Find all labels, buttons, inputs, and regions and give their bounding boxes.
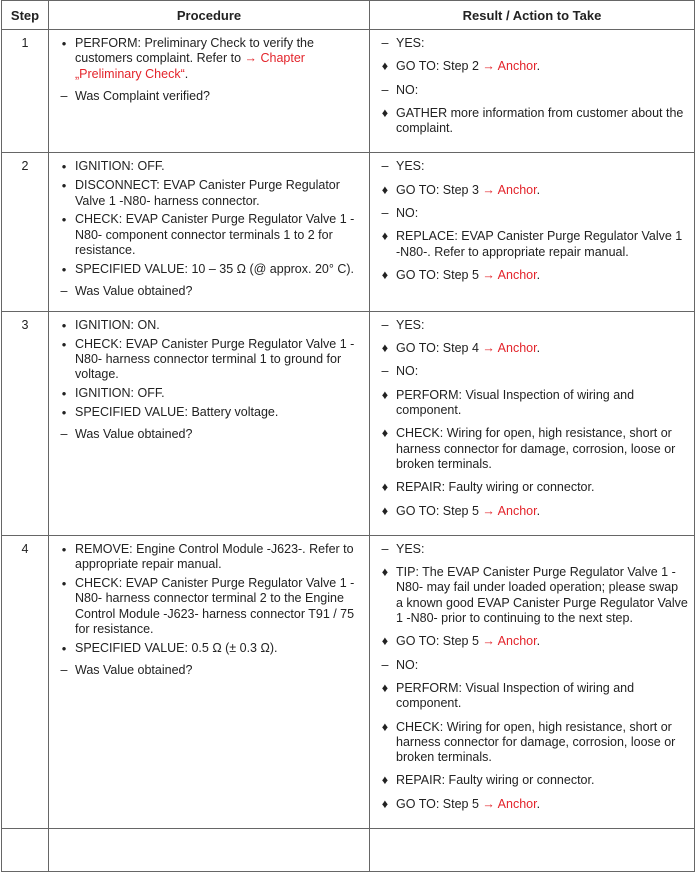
bullet-marker-icon: • [61,640,67,656]
procedure-item [53,427,363,442]
result-item [374,565,688,626]
dash-marker-icon: – [381,541,389,556]
anchor-link[interactable]: → Anchor [482,182,537,197]
bullet-marker-icon: • [61,336,67,352]
diamond-marker-icon: ♦ [381,387,389,402]
dash-marker-icon: – [60,88,68,103]
anchor-link[interactable]: → Anchor [482,59,537,74]
result-item [374,183,688,198]
bullet-marker-icon: • [61,159,67,175]
text-segment: REPAIR: Faulty wiring or connector. [396,480,595,495]
text-segment: CHECK: Wiring for open, high resistance, short or harness connector for damage, corrosion, loose or broken terminals. [396,719,676,765]
text-segment: CHECK: EVAP Canister Purge Regulator Valve 1 -N80- component connector terminals 1 to 2 for resistance. [75,212,355,257]
item-text [396,797,688,812]
text-segment: YES: [396,541,425,556]
dash-marker-icon: – [60,284,68,299]
text-segment: NO: [396,364,419,379]
header-result: Result / Action to Take [370,1,695,30]
item-text [396,565,688,626]
item-text [396,341,688,356]
item-text [75,89,363,104]
header-step: Step [2,1,49,30]
diamond-marker-icon: ♦ [381,565,389,580]
text-segment: TIP: The EVAP Canister Purge Regulator Valve 1 -N80- may fail under loaded operation; please swap a known good EVAP Canister Purge Regulator Valve 1 -N80- prior to continuing to the next step. [396,565,688,626]
header-row [2,1,695,30]
empty-cell [370,828,695,871]
item-text [396,106,688,137]
table-row-partial [2,828,695,871]
item-text [75,576,363,637]
bullet-marker-icon: • [61,178,67,194]
bullet-marker-icon: • [61,317,67,333]
diamond-marker-icon: ♦ [381,182,389,197]
text-segment: GATHER more information from customer about the complaint. [396,105,684,136]
text-segment: GO TO: Step 5 [396,796,483,811]
anchor-link[interactable]: → Anchor [482,267,537,282]
result-item [374,426,688,472]
result-item [374,773,688,788]
text-segment: NO: [396,206,419,221]
step-number: 4 [2,535,49,828]
result-cell [370,535,695,828]
text-segment: IGNITION: ON. [75,317,160,332]
empty-cell [2,828,49,871]
text-segment: YES: [396,36,425,50]
item-text [396,480,688,495]
diamond-marker-icon: ♦ [381,634,389,649]
result-cell [370,153,695,311]
diamond-marker-icon: ♦ [381,796,389,811]
item-text [75,159,363,174]
procedure-item [53,405,363,420]
anchor-link[interactable]: → Anchor [482,341,537,356]
empty-cell [49,828,370,871]
diamond-marker-icon: ♦ [381,503,389,518]
diamond-marker-icon: ♦ [381,719,389,734]
text-segment: Was Value obtained? [75,284,193,299]
procedure-table [1,0,695,872]
text-segment: CHECK: EVAP Canister Purge Regulator Valve 1 -N80- harness connector terminal 2 to the Engine Control Module -J623- harness connector T91 / 75 for resistance. [75,575,355,636]
text-segment: Was Value obtained? [75,662,193,677]
result-item [374,59,688,74]
dash-marker-icon: – [381,317,389,332]
bullet-marker-icon: • [61,212,67,228]
bullet-marker-icon: • [61,36,67,51]
item-text [396,542,688,557]
procedure-item [53,576,363,637]
text-segment: SPECIFIED VALUE: 0.5 Ω (± 0.3 Ω). [75,640,278,655]
text-segment: REMOVE: Engine Control Module -J623-. Refer to appropriate repair manual. [75,541,354,572]
procedure-cell [49,535,370,828]
text-segment: IGNITION: OFF. [75,159,165,174]
bullet-marker-icon: • [61,575,67,591]
result-item [374,658,688,673]
item-text [75,36,363,82]
bullet-marker-icon: • [61,261,67,277]
text-segment: . [536,182,541,197]
result-item [374,206,688,221]
text-segment: GO TO: Step 5 [396,503,483,518]
result-item [374,341,688,356]
procedure-item [53,542,363,573]
text-segment: Was Value obtained? [75,427,193,442]
item-text [396,229,688,260]
item-text [396,83,688,98]
item-text [75,337,363,383]
procedure-item [53,641,363,656]
procedure-item [53,337,363,383]
text-segment: NO: [396,657,419,672]
header-procedure: Procedure [49,1,370,30]
dash-marker-icon: – [381,657,389,672]
item-text [396,504,688,519]
text-segment: GO TO: Step 2 [396,59,483,74]
item-text [396,318,688,333]
result-item [374,36,688,51]
diamond-marker-icon: ♦ [381,480,389,495]
bullet-marker-icon: • [61,541,67,557]
result-item [374,504,688,519]
text-segment: IGNITION: OFF. [75,386,165,401]
result-item [374,268,688,283]
item-text [396,720,688,766]
item-text [396,183,688,198]
item-text [396,59,688,74]
item-text [396,364,688,379]
dash-marker-icon: – [60,662,68,677]
text-segment: GO TO: Step 3 [396,182,483,197]
procedure-item [53,159,363,174]
anchor-link[interactable]: → Chapter „Preliminary Check“ [75,51,305,81]
text-segment: . [536,267,541,282]
result-item [374,364,688,379]
item-text [75,262,363,277]
procedure-item [53,178,363,209]
procedure-item [53,386,363,401]
item-text [396,268,688,283]
text-segment: . [536,796,541,811]
procedure-item [53,89,363,104]
text-segment: SPECIFIED VALUE: 10 – 35 Ω (@ approx. 20° C). [75,261,354,276]
item-text [396,658,688,673]
text-segment: REPAIR: Faulty wiring or connector. [396,773,595,788]
anchor-link[interactable]: → Anchor [482,634,537,649]
item-text [396,159,688,174]
diamond-marker-icon: ♦ [381,267,389,282]
table-row [2,30,695,153]
text-segment: CHECK: EVAP Canister Purge Regulator Valve 1 -N80- harness connector terminal 1 to ground for voltage. [75,336,355,382]
text-segment: NO: [396,82,419,97]
diamond-marker-icon: ♦ [381,680,389,695]
text-segment: Was Complaint verified? [75,88,211,103]
procedure-item [53,36,363,82]
table-row [2,535,695,828]
text-segment: SPECIFIED VALUE: Battery voltage. [75,404,279,419]
item-text [396,36,688,51]
item-text [75,212,363,258]
step-number: 3 [2,311,49,535]
item-text [396,426,688,472]
dash-marker-icon: – [381,159,389,174]
text-segment: . [536,634,541,649]
result-item [374,83,688,98]
text-segment: GO TO: Step 5 [396,267,483,282]
procedure-item [53,212,363,258]
item-text [75,641,363,656]
item-text [396,388,688,419]
bullet-marker-icon: • [61,386,67,402]
diamond-marker-icon: ♦ [381,773,389,788]
text-segment: . [536,503,541,518]
item-text [396,206,688,221]
item-text [75,427,363,442]
result-item [374,318,688,333]
result-cell [370,30,695,153]
text-segment: . [536,341,541,356]
dash-marker-icon: – [381,82,389,97]
result-item [374,106,688,137]
procedure-item [53,262,363,277]
dash-marker-icon: – [60,427,68,442]
result-item [374,542,688,557]
anchor-link[interactable]: → Anchor [482,796,537,811]
diamond-marker-icon: ♦ [381,105,389,120]
step-number: 2 [2,153,49,311]
table-body [2,30,695,872]
dash-marker-icon: – [381,364,389,379]
item-text [75,318,363,333]
result-item [374,229,688,260]
text-segment: PERFORM: Visual Inspection of wiring and component. [396,680,635,711]
diamond-marker-icon: ♦ [381,229,389,244]
anchor-link[interactable]: → Anchor [482,503,537,518]
item-text [396,773,688,788]
text-segment: PERFORM: Visual Inspection of wiring and component. [396,387,635,418]
text-segment: DISCONNECT: EVAP Canister Purge Regulator Valve 1 -N80- harness connector. [75,178,340,208]
item-text [396,634,688,649]
result-item [374,634,688,649]
item-text [75,284,363,299]
procedure-item [53,663,363,678]
result-item [374,159,688,174]
bullet-marker-icon: • [61,404,67,420]
item-text [75,178,363,209]
procedure-cell [49,311,370,535]
result-item [374,681,688,712]
dash-marker-icon: – [381,36,389,50]
text-segment: GO TO: Step 4 [396,341,483,356]
text-segment: REPLACE: EVAP Canister Purge Regulator Valve 1 -N80-. Refer to appropriate repair manual. [396,229,683,259]
text-segment: . [184,66,189,81]
diamond-marker-icon: ♦ [381,341,389,356]
procedure-item [53,284,363,299]
diamond-marker-icon: ♦ [381,59,389,74]
step-number: 1 [2,30,49,153]
text-segment: YES: [396,317,425,332]
procedure-item [53,318,363,333]
dash-marker-icon: – [381,206,389,221]
result-cell [370,311,695,535]
item-text [396,681,688,712]
text-segment: YES: [396,159,425,174]
result-item [374,388,688,419]
item-text [75,386,363,401]
text-segment: PERFORM: Preliminary Check to verify the customers complaint. Refer to [75,36,314,66]
item-text [75,542,363,573]
table-row [2,311,695,535]
item-text [75,405,363,420]
text-segment: GO TO: Step 5 [396,634,483,649]
table-row [2,153,695,311]
text-segment: . [536,59,541,74]
result-item [374,480,688,495]
diamond-marker-icon: ♦ [381,426,389,441]
result-item [374,720,688,766]
text-segment: CHECK: Wiring for open, high resistance, short or harness connector for damage, corrosion, loose or broken terminals. [396,426,676,471]
result-item [374,797,688,812]
item-text [75,663,363,678]
procedure-cell [49,153,370,311]
procedure-cell [49,30,370,153]
